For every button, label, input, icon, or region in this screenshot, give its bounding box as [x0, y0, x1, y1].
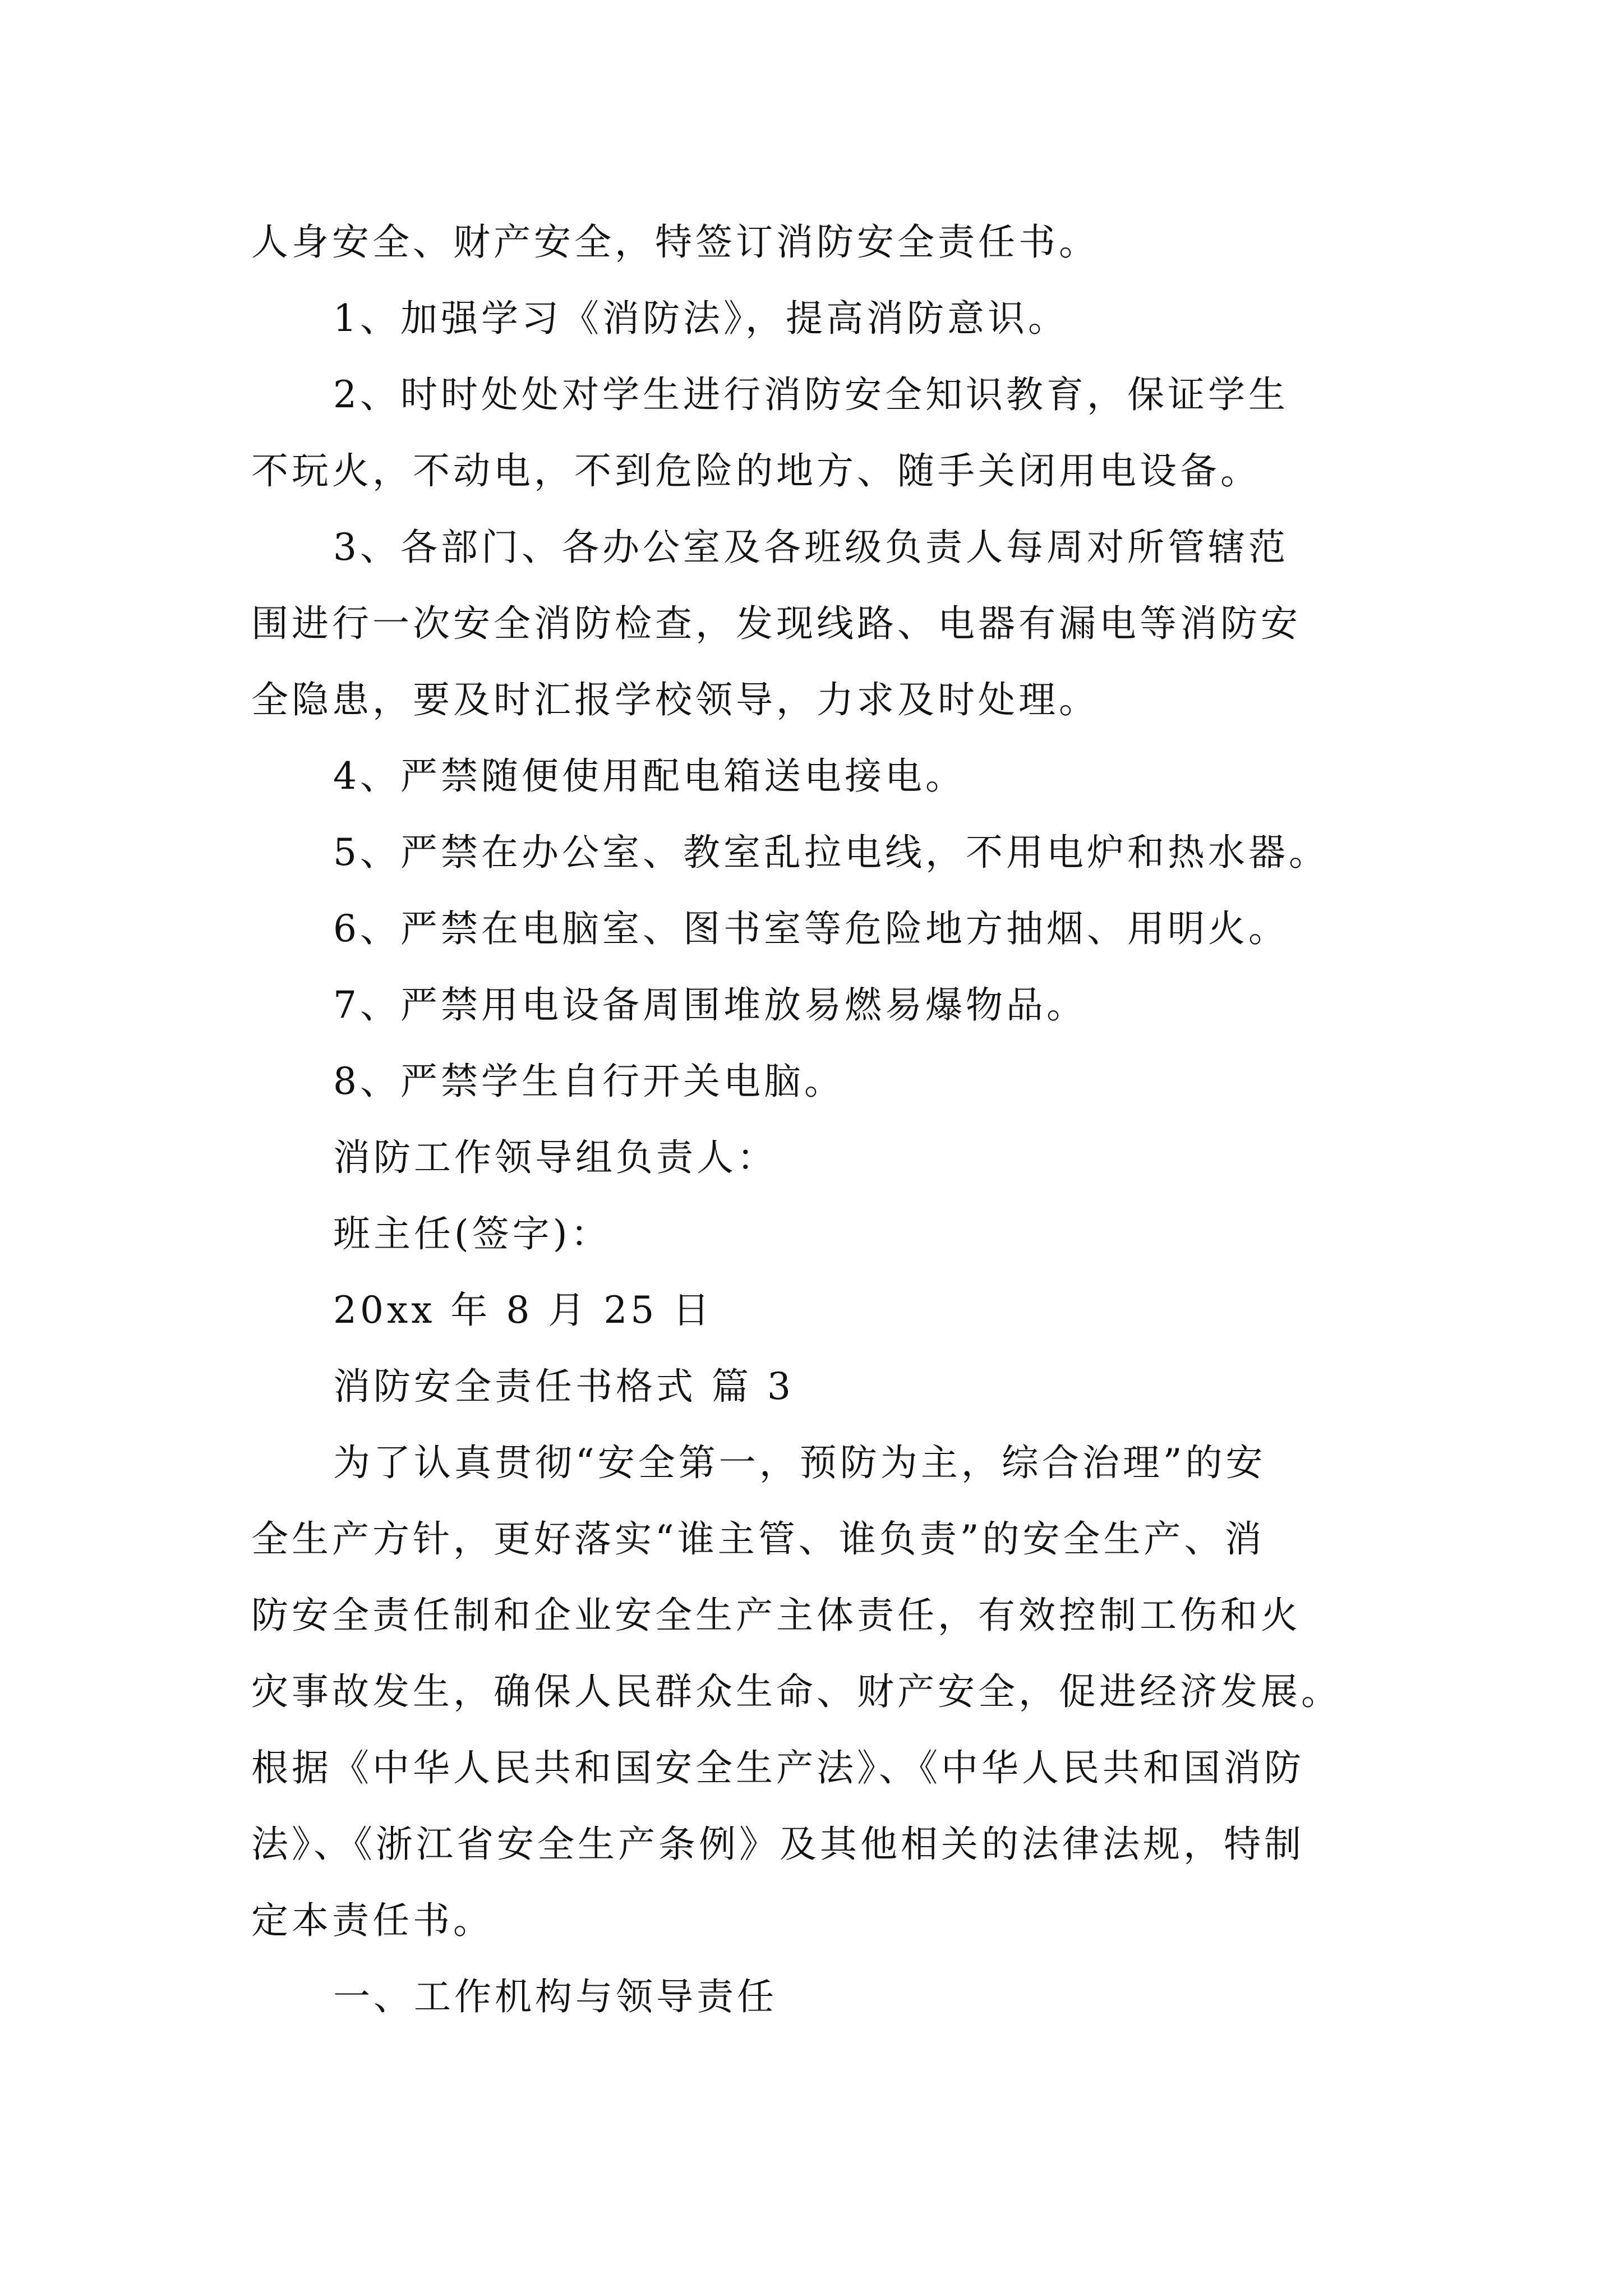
text-line-para-2: 全生产方针，更好落实“谁主管、谁负责”的安全生产、消: [251, 1517, 1265, 1561]
text-line-item-1: 1、加强学习《消防法》，提高消防意识。: [333, 297, 1068, 340]
text-line-para-6: 法》、《浙江省安全生产条例》及其他相关的法律法规，特制: [251, 1823, 1304, 1866]
text-line-date: 20xx 年 8 月 25 日: [333, 1289, 713, 1332]
section-heading: 消防安全责任书格式 篇 3: [333, 1365, 794, 1408]
text-line-item-3-cont-2: 全隐患，要及时汇报学校领导，力求及时处理。: [251, 678, 1099, 721]
text-line-para-7: 定本责任书。: [251, 1899, 494, 1942]
text-line-item-7: 7、严禁用电设备周围堆放易燃易爆物品。: [333, 983, 1087, 1027]
text-line-para-4: 灾事故发生，确保人民群众生命、财产安全，促进经济发展。: [251, 1670, 1341, 1713]
text-line-item-3-cont-1: 围进行一次安全消防检查，发现线路、电器有漏电等消防安: [251, 602, 1301, 645]
text-line-item-2: 2、时时处处对学生进行消防安全知识教育，保证学生: [333, 373, 1289, 416]
text-line-item-4: 4、严禁随便使用配电箱送电接电。: [333, 754, 966, 798]
subsection-heading: 一、工作机构与领导责任: [333, 1975, 777, 2018]
text-line-leader-signature: 消防工作领导组负责人：: [333, 1136, 777, 1179]
text-line-para-5: 根据《中华人民共和国安全生产法》、《中华人民共和国消防: [251, 1746, 1304, 1789]
text-line-para-1: 为了认真贯彻“安全第一，预防为主，综合治理”的安: [333, 1441, 1266, 1484]
text-line-item-6: 6、严禁在电脑室、图书室等危险地方抽烟、用明火。: [333, 907, 1289, 950]
text-line-teacher-signature: 班主任(签字)：: [333, 1212, 611, 1255]
text-line-item-2-cont: 不玩火，不动电，不到危险的地方、随手关闭用电设备。: [251, 449, 1261, 493]
text-line-item-3: 3、各部门、各办公室及各班级负责人每周对所管辖范: [333, 526, 1289, 569]
text-line-intro-end: 人身安全、财产安全，特签订消防安全责任书。: [251, 220, 1099, 264]
text-line-item-5: 5、严禁在办公室、教室乱拉电线，不用电炉和热水器。: [333, 831, 1329, 874]
text-line-item-8: 8、严禁学生自行开关电脑。: [333, 1060, 845, 1103]
text-line-para-3: 防安全责任制和企业安全生产主体责任，有效控制工伤和火: [251, 1594, 1301, 1637]
